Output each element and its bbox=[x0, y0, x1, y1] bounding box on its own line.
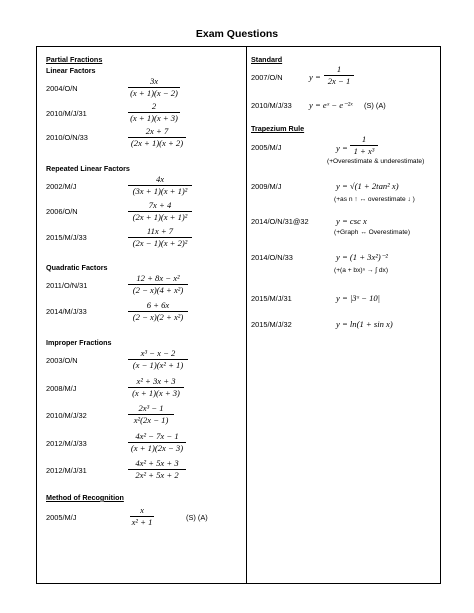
sa-note: (S) (A) bbox=[186, 513, 208, 522]
exam-ref: 2005/M/J bbox=[46, 513, 77, 522]
heading-improper-fractions: Improper Fractions bbox=[46, 338, 112, 347]
exam-ref: 2012/M/J/31 bbox=[46, 466, 87, 475]
exam-ref: 2002/M/J bbox=[46, 182, 77, 191]
fraction bbox=[128, 348, 188, 371]
exam-ref: 2014/O/N/33 bbox=[251, 253, 293, 262]
fraction-numerator: x³ − x − 2 bbox=[140, 348, 176, 358]
exam-ref: 2010/M/J/33 bbox=[251, 101, 292, 110]
fraction-denominator: (x − 1)(x² + 1) bbox=[132, 360, 184, 370]
heading-method-of-recognition: Method of Recognition bbox=[46, 493, 124, 502]
fraction-numerator: 7x + 4 bbox=[148, 200, 172, 210]
exam-ref: 2007/O/N bbox=[251, 73, 283, 82]
annotation-note: (+as n ↑ ↔ overestimate ↓ ) bbox=[334, 196, 415, 203]
exam-ref: 2014/M/J/33 bbox=[46, 307, 87, 316]
exam-ref: 2009/M/J bbox=[251, 182, 282, 191]
exam-ref: 2005/M/J bbox=[251, 143, 282, 152]
fraction-numerator: 4x² + 5x + 3 bbox=[135, 458, 179, 468]
fraction bbox=[350, 134, 378, 157]
fraction bbox=[128, 403, 174, 426]
equation-lhs: y = bbox=[309, 72, 321, 82]
table-frame bbox=[36, 46, 441, 584]
heading-trapezium-rule: Trapezium Rule bbox=[251, 124, 305, 133]
fraction-denominator: (2 − x)(2 + x²) bbox=[132, 312, 184, 322]
annotation-note: (+Graph ↔ Overestimate) bbox=[334, 229, 411, 236]
fraction-numerator: 2 bbox=[151, 101, 157, 111]
fraction bbox=[128, 431, 186, 454]
fraction-denominator: 1 + x³ bbox=[353, 146, 375, 156]
exam-ref: 2004/O/N bbox=[46, 84, 78, 93]
exam-ref: 2010/O/N/33 bbox=[46, 133, 88, 142]
equation: y = √(1 + 2tan² x) bbox=[336, 181, 399, 191]
fraction bbox=[128, 101, 180, 124]
fraction-numerator: 2x³ − 1 bbox=[138, 403, 164, 413]
equation: y = ln(1 + sin x) bbox=[336, 319, 393, 329]
fraction-numerator: 6 + 6x bbox=[146, 300, 170, 310]
annotation-note: (+(a + bx)ⁿ → ∫ dx) bbox=[334, 267, 389, 274]
fraction-denominator: (x + 1)(x + 3) bbox=[132, 388, 180, 398]
fraction-numerator: 12 + 8x − x² bbox=[136, 273, 180, 283]
fraction-numerator: 4x² − 7x − 1 bbox=[135, 431, 179, 441]
exam-ref: 2015/M/J/32 bbox=[251, 320, 292, 329]
fraction-denominator: (2x + 1)(x + 1)² bbox=[132, 212, 188, 222]
exam-ref: 2015/M/J/33 bbox=[46, 233, 87, 242]
fraction-denominator: (3x + 1)(x + 1)² bbox=[132, 186, 188, 196]
fraction bbox=[128, 226, 192, 249]
fraction bbox=[128, 200, 192, 223]
fraction-numerator: x² + 3x + 3 bbox=[136, 376, 176, 386]
fraction-numerator: 4x bbox=[155, 174, 165, 184]
exam-ref: 2010/M/J/32 bbox=[46, 411, 87, 420]
fraction bbox=[130, 505, 154, 528]
fraction-numerator: 1 bbox=[336, 64, 342, 74]
fraction-denominator: x²(2x − 1) bbox=[133, 415, 169, 425]
exam-ref: 2006/O/N bbox=[46, 207, 78, 216]
heading-quadratic-factors: Quadratic Factors bbox=[46, 263, 108, 272]
annotation-note: (+Overestimate & underestimate) bbox=[327, 158, 425, 165]
page-title: Exam Questions bbox=[195, 28, 279, 40]
exam-ref: 2014/O/N/31@32 bbox=[251, 217, 309, 226]
heading-standard: Standard bbox=[251, 55, 283, 64]
fraction-denominator: (x + 1)(x − 2) bbox=[130, 88, 178, 98]
fraction-denominator: (2x + 1)(x + 2) bbox=[130, 138, 184, 148]
fraction-numerator: x bbox=[140, 505, 144, 515]
sa-note: (S) (A) bbox=[364, 101, 386, 110]
fraction bbox=[324, 64, 354, 87]
heading-linear-factors: Linear Factors bbox=[46, 66, 96, 75]
heading-repeated-linear-factors: Repeated Linear Factors bbox=[46, 164, 130, 173]
exam-ref: 2011/O/N/31 bbox=[46, 281, 88, 290]
fraction-numerator: 3x bbox=[149, 76, 159, 86]
fraction bbox=[128, 376, 184, 399]
column-divider bbox=[246, 46, 247, 584]
exam-ref: 2012/M/J/33 bbox=[46, 439, 87, 448]
fraction-denominator: (x + 1)(x + 3) bbox=[130, 113, 178, 123]
fraction-numerator: 11x + 7 bbox=[146, 226, 174, 236]
fraction-denominator: x² + 1 bbox=[131, 517, 153, 527]
equation: y = eˣ − e⁻²ˣ bbox=[309, 100, 353, 110]
equation: y = |3ˣ − 10| bbox=[336, 293, 381, 303]
fraction bbox=[128, 126, 186, 149]
fraction-denominator: (2 − x)(4 + x²) bbox=[132, 285, 184, 295]
exam-ref: 2010/M/J/31 bbox=[46, 109, 87, 118]
equation: y = (1 + 3x²)⁻² bbox=[336, 252, 388, 262]
fraction-denominator: 2x² + 5x + 2 bbox=[135, 470, 179, 480]
fraction bbox=[128, 458, 186, 481]
fraction bbox=[128, 174, 192, 197]
fraction bbox=[128, 300, 188, 323]
exam-ref: 2003/O/N bbox=[46, 356, 78, 365]
equation: y = csc x bbox=[336, 216, 367, 226]
fraction bbox=[128, 273, 188, 296]
heading-partial-fractions: Partial Fractions bbox=[46, 55, 103, 64]
fraction-denominator: 2x − 1 bbox=[327, 76, 351, 86]
equation-lhs: y = bbox=[336, 143, 348, 153]
exam-ref: 2015/M/J/31 bbox=[251, 294, 292, 303]
fraction-numerator: 2x + 7 bbox=[145, 126, 169, 136]
fraction-denominator: (x + 1)(2x − 3) bbox=[130, 443, 184, 453]
fraction bbox=[128, 76, 180, 99]
fraction-denominator: (2x − 1)(x + 2)² bbox=[132, 238, 188, 248]
exam-ref: 2008/M/J bbox=[46, 384, 77, 393]
fraction-numerator: 1 bbox=[361, 134, 367, 144]
